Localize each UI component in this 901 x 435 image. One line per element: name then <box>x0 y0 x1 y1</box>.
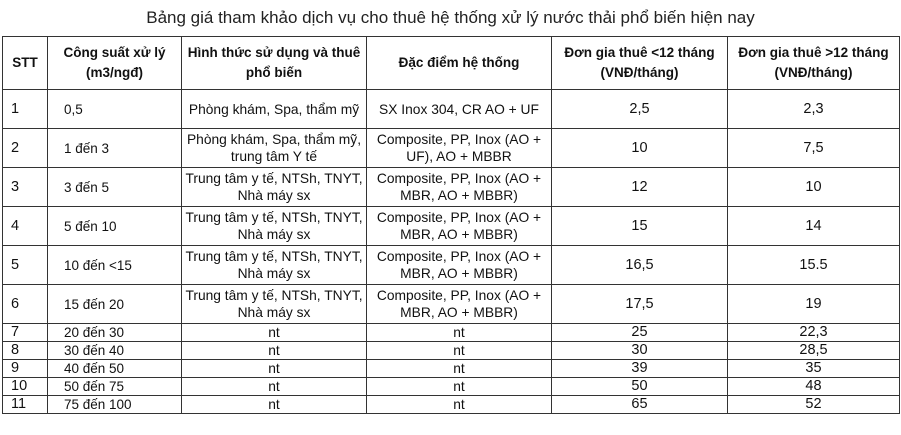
cell-usage: Trung tâm y tế, NTSh, TNYT, Nhà máy sx <box>182 168 367 207</box>
cell-capacity: 30 đến 40 <box>48 342 182 360</box>
cell-features: nt <box>367 342 552 360</box>
cell-price-short: 2,5 <box>552 90 728 129</box>
header-capacity: Công suất xử lý (m3/ngđ) <box>48 37 182 90</box>
cell-capacity: 5 đến 10 <box>48 207 182 246</box>
cell-price-short: 39 <box>552 360 728 378</box>
cell-usage: nt <box>182 324 367 342</box>
cell-features: Composite, PP, Inox (AO + UF), AO + MBBR <box>367 129 552 168</box>
table-row <box>3 168 900 207</box>
cell-price-long: 7,5 <box>728 129 900 168</box>
cell-price-short: 15 <box>552 207 728 246</box>
cell-price-short: 65 <box>552 396 728 414</box>
cell-capacity: 15 đến 20 <box>48 285 182 324</box>
cell-usage: nt <box>182 396 367 414</box>
cell-features: Composite, PP, Inox (AO + MBR, AO + MBBR) <box>367 207 552 246</box>
cell-price-short: 30 <box>552 342 728 360</box>
cell-stt: 2 <box>3 129 48 168</box>
header-stt: STT <box>3 37 48 90</box>
table-row <box>3 129 900 168</box>
cell-price-long: 22,3 <box>728 324 900 342</box>
cell-price-short: 12 <box>552 168 728 207</box>
cell-usage: Trung tâm y tế, NTSh, TNYT, Nhà máy sx <box>182 285 367 324</box>
table-row <box>3 360 900 378</box>
cell-usage: Trung tâm y tế, NTSh, TNYT, Nhà máy sx <box>182 207 367 246</box>
cell-price-long: 48 <box>728 378 900 396</box>
table-row <box>3 246 900 285</box>
cell-price-short: 17,5 <box>552 285 728 324</box>
table-row <box>3 342 900 360</box>
table-row <box>3 207 900 246</box>
cell-price-long: 15.5 <box>728 246 900 285</box>
cell-price-long: 52 <box>728 396 900 414</box>
cell-price-long: 35 <box>728 360 900 378</box>
cell-stt: 4 <box>3 207 48 246</box>
cell-usage: Phòng khám, Spa, thẩm mỹ <box>182 90 367 129</box>
header-usage: Hình thức sử dụng và thuê phổ biến <box>182 37 367 90</box>
table-header-row <box>3 37 900 90</box>
cell-capacity: 20 đến 30 <box>48 324 182 342</box>
cell-price-short: 16,5 <box>552 246 728 285</box>
cell-price-short: 10 <box>552 129 728 168</box>
cell-capacity: 0,5 <box>48 90 182 129</box>
cell-price-long: 14 <box>728 207 900 246</box>
table-row <box>3 396 900 414</box>
cell-stt: 10 <box>3 378 48 396</box>
cell-stt: 8 <box>3 342 48 360</box>
cell-features: Composite, PP, Inox (AO + MBR, AO + MBBR) <box>367 246 552 285</box>
header-price-long: Đơn gia thuê >12 tháng (VNĐ/tháng) <box>728 37 900 90</box>
cell-features: SX Inox 304, CR AO + UF <box>367 90 552 129</box>
cell-price-long: 2,3 <box>728 90 900 129</box>
table-row <box>3 324 900 342</box>
cell-usage: nt <box>182 342 367 360</box>
price-table <box>2 36 900 414</box>
cell-stt: 5 <box>3 246 48 285</box>
cell-capacity: 50 đến 75 <box>48 378 182 396</box>
page-title: Bảng giá tham khảo dịch vụ cho thuê hệ thống xử lý nước thải phổ biến hiện nay <box>146 8 755 27</box>
cell-capacity: 3 đến 5 <box>48 168 182 207</box>
cell-features: Composite, PP, Inox (AO + MBR, AO + MBBR) <box>367 285 552 324</box>
header-price-short: Đơn gia thuê <12 tháng (VNĐ/tháng) <box>552 37 728 90</box>
cell-usage: nt <box>182 378 367 396</box>
cell-features: nt <box>367 360 552 378</box>
cell-price-short: 25 <box>552 324 728 342</box>
cell-capacity: 40 đến 50 <box>48 360 182 378</box>
cell-stt: 11 <box>3 396 48 414</box>
cell-stt: 6 <box>3 285 48 324</box>
cell-usage: nt <box>182 360 367 378</box>
cell-price-long: 19 <box>728 285 900 324</box>
header-features: Đặc điểm hệ thống <box>367 37 552 90</box>
cell-price-long: 28,5 <box>728 342 900 360</box>
cell-capacity: 75 đến 100 <box>48 396 182 414</box>
cell-features: nt <box>367 378 552 396</box>
cell-usage: Trung tâm y tế, NTSh, TNYT, Nhà máy sx <box>182 246 367 285</box>
cell-price-short: 50 <box>552 378 728 396</box>
cell-usage: Phòng khám, Spa, thẩm mỹ, trung tâm Y tế <box>182 129 367 168</box>
cell-stt: 1 <box>3 90 48 129</box>
table-row <box>3 285 900 324</box>
cell-features: Composite, PP, Inox (AO + MBR, AO + MBBR) <box>367 168 552 207</box>
table-row <box>3 90 900 129</box>
cell-features: nt <box>367 324 552 342</box>
cell-features: nt <box>367 396 552 414</box>
cell-capacity: 1 đến 3 <box>48 129 182 168</box>
cell-stt: 3 <box>3 168 48 207</box>
table-row <box>3 378 900 396</box>
cell-price-long: 10 <box>728 168 900 207</box>
cell-stt: 7 <box>3 324 48 342</box>
cell-capacity: 10 đến <15 <box>48 246 182 285</box>
cell-stt: 9 <box>3 360 48 378</box>
